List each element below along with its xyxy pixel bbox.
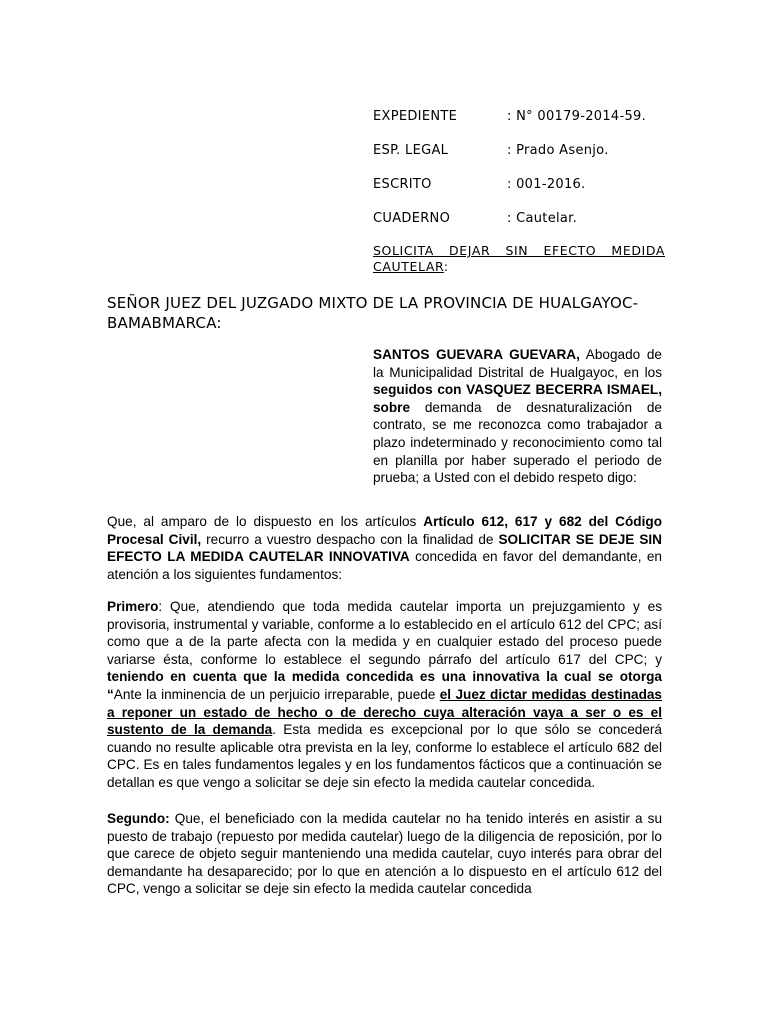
petitioner-intro (373, 346, 662, 487)
header-row-cuaderno (373, 209, 665, 243)
header-value: : Prado Asenjo. (507, 143, 609, 158)
header-row-esp-legal (373, 141, 665, 175)
para-text: : Que, atendiendo que toda medida cautelar importa un prejuzgamiento y es provisoria, instrumental y variable, conforme a lo establecido en el artículo 612 del CPC; así como que a de la parte afecta con la medida y en cualquier estado del proceso puede variarse ésta, conforme lo establece el segundo párrafo del artículo 617 del CPC; y (107, 599, 662, 667)
header-row-escrito (373, 175, 665, 209)
para-bold: Artículo 612, 617 y 682 del Código Procesal Civil, (107, 514, 662, 547)
header-label: ESP. LEGAL (373, 143, 449, 158)
para-text: . Esta medida es excepcional por lo que sólo se concederá cuando no resulte aplicable otra prevista en la ley, conforme lo establece el artículo 682 del CPC. Es en tales fundamentos legales y en los fundamentos fácticos que a continuación se detallan es que vengo a solicitar se deje sin efecto la medida cautelar concedida. (107, 722, 662, 790)
header-label: CUADERNO (373, 211, 451, 226)
case-header (373, 107, 665, 275)
para-text: recurro a vuestro despacho con la finalidad de (201, 531, 499, 547)
para-bold-underlined: el Juez dictar medidas destinadas a reponer un estado de hecho o de derecho cuya alteración vaya a ser o es el sustento de la demanda (107, 686, 662, 738)
para-text: Ante la inminencia de un perjuicio irreparable, puede (113, 686, 440, 702)
para-heading: Segundo: (107, 811, 170, 826)
request-colon: : (443, 259, 449, 274)
intro-text: Abogado de la Municipalidad Distrital de Hualgayoc, en los (373, 347, 662, 380)
header-label: ESCRITO (373, 177, 432, 192)
para-bold: teniendo en cuenta que la medida concedida es una innovativa la cual se otorga “ (107, 669, 662, 702)
header-value: : 001-2016. (507, 177, 586, 192)
paragraph-segundo (107, 810, 662, 898)
para-text: Que, al amparo de lo dispuesto en los artículos (107, 514, 424, 529)
para-bold: SOLICITAR SE DEJE SIN EFECTO LA MEDIDA CAUTELAR INNOVATIVA (107, 531, 662, 565)
header-row-expediente (373, 107, 665, 141)
header-value: : Cautelar. (507, 211, 578, 226)
intro-bold: seguidos con VASQUEZ BECERRA ISMAEL, sobre (373, 382, 662, 415)
para-heading: Primero (107, 599, 159, 614)
request-summary (373, 243, 665, 275)
para-text: concedida en favor del demandante, en atención a los siguientes fundamentos: (107, 549, 662, 582)
header-value: : N° 00179-2014-59. (507, 109, 647, 124)
request-text: SOLICITA DEJAR SIN EFECTO MEDIDA CAUTELAR (373, 243, 665, 274)
header-label: EXPEDIENTE (373, 109, 458, 124)
intro-text: demanda de desnaturalización de contrato, se me reconozca como trabajador a plazo indeterminado y reconocimiento como tal en planilla por haber superado el periodo de prueba; a Usted con el debido respeto digo: (373, 399, 662, 486)
paragraph-primero (107, 598, 662, 792)
paragraph-request (107, 513, 662, 583)
para-text: Que, el beneficiado con la medida cautelar no ha tenido interés en asistir a su puesto de trabajo (repuesto por medida cautelar) luego de la diligencia de reposición, por lo que carece de objeto seguir manteniendo una medida cautelar, cuyo interés para obrar del demandante ha desaparecido; por lo que en atención a lo dispuesto en el artículo 612 del CPC, vengo a solicitar se deje sin efecto la medida cautelar concedida (107, 811, 662, 897)
petitioner-name: SANTOS GUEVARA GUEVARA, (373, 347, 580, 362)
addressee-heading: SEÑOR JUEZ DEL JUZGADO MIXTO DE LA PROVINCIA DE HUALGAYOC- BAMABMARCA: (107, 294, 639, 332)
